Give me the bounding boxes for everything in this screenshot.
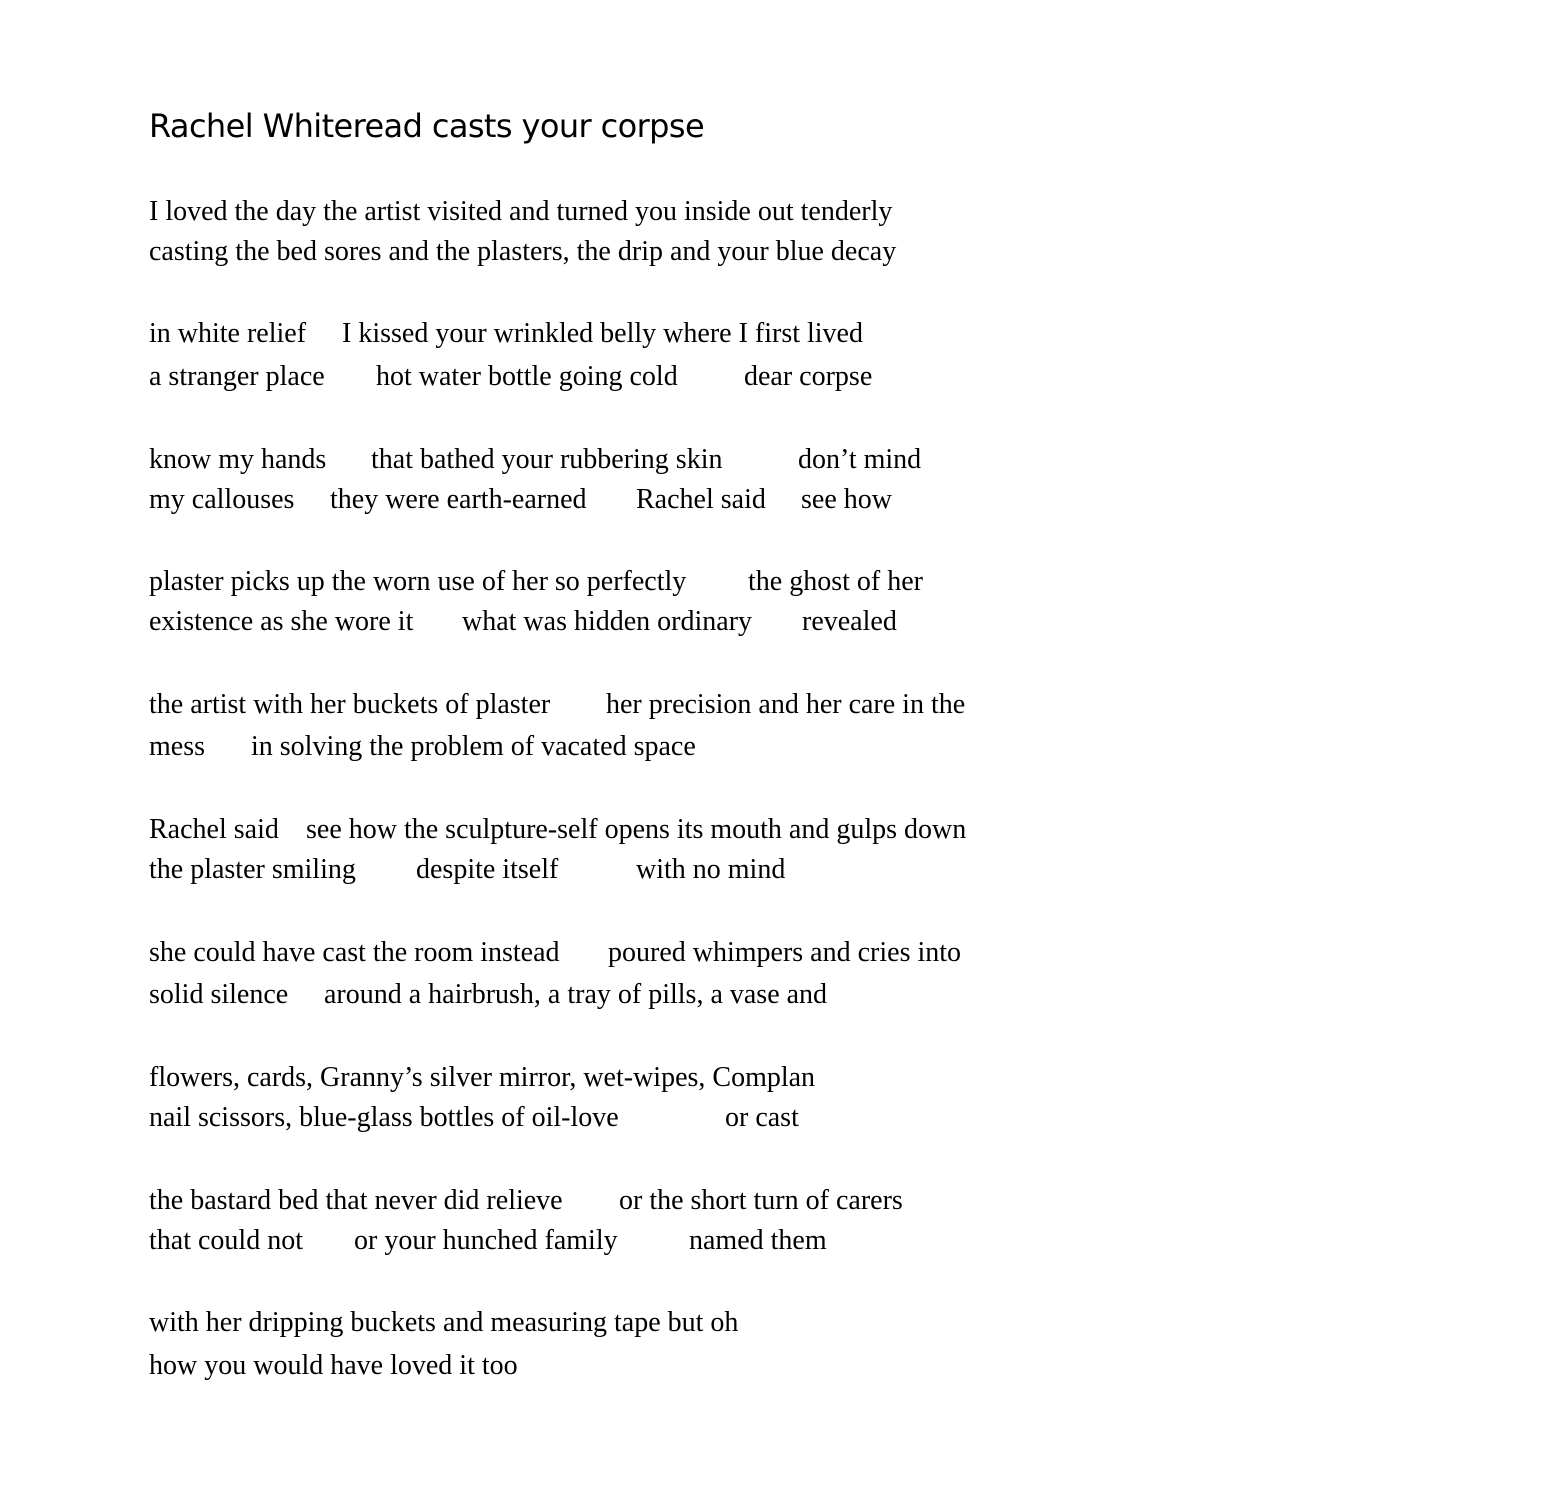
line-segment: I kissed your wrinkled belly where I first lived [342, 318, 863, 349]
poem-title: Rachel Whiteread casts your corpse [149, 107, 705, 145]
line-segment: with her dripping buckets and measuring tape but oh [149, 1307, 739, 1338]
line-segment: or cast [725, 1102, 799, 1133]
line-segment: with no mind [636, 854, 786, 885]
line-segment: existence as she wore it [149, 606, 414, 637]
poem-line [149, 605, 897, 639]
line-segment: plaster picks up the worn use of her so perfectly [149, 566, 687, 597]
poem-line [149, 1224, 827, 1258]
line-segment: dear corpse [744, 361, 873, 392]
line-segment: the artist with her buckets of plaster [149, 689, 551, 720]
line-segment: what was hidden ordinary [462, 606, 753, 637]
poem-line [149, 1349, 518, 1383]
poem-line [149, 317, 863, 351]
line-segment: poured whimpers and cries into [608, 937, 962, 968]
line-segment: know my hands [149, 444, 327, 475]
poem-line [149, 688, 965, 722]
line-segment: or the short turn of carers [619, 1185, 903, 1216]
line-segment: casting the bed sores and the plasters, the drip and your blue decay [149, 236, 897, 267]
poem-line [149, 978, 827, 1012]
line-segment: a stranger place [149, 361, 325, 392]
poem-line [149, 853, 785, 887]
line-segment: despite itself [416, 854, 559, 885]
line-segment: named them [689, 1225, 827, 1256]
line-segment: nail scissors, blue-glass bottles of oil-love [149, 1102, 619, 1133]
line-segment: Rachel said [149, 814, 279, 845]
line-segment: in white relief [149, 318, 307, 349]
poem-line [149, 1184, 903, 1218]
line-segment: see how [801, 484, 892, 515]
poem-line [149, 813, 966, 847]
line-segment: around a hairbrush, a tray of pills, a vase and [324, 979, 828, 1010]
line-segment: in solving the problem of vacated space [251, 731, 696, 762]
line-segment: my callouses [149, 484, 295, 515]
line-segment: mess [149, 731, 205, 762]
line-segment: how you would have loved it too [149, 1350, 518, 1381]
poem-line [149, 195, 892, 229]
line-segment: don’t mind [798, 444, 922, 475]
poem-line [149, 730, 696, 764]
poem-line [149, 936, 961, 970]
line-segment: the plaster smiling [149, 854, 356, 885]
line-segment: her precision and her care in the [606, 689, 966, 720]
poem-line [149, 483, 892, 517]
poem-line [149, 1061, 815, 1095]
line-segment: hot water bottle going cold [376, 361, 678, 392]
line-segment: I loved the day the artist visited and turned you inside out tenderly [149, 196, 893, 227]
line-segment: or your hunched family [354, 1225, 618, 1256]
poem-line [149, 360, 872, 394]
line-segment: the bastard bed that never did relieve [149, 1185, 563, 1216]
line-segment: see how the sculpture-self opens its mouth and gulps down [306, 814, 967, 845]
line-segment: that bathed your rubbering skin [371, 444, 723, 475]
poem-line [149, 1306, 738, 1340]
line-segment: revealed [802, 606, 897, 637]
poem-line [149, 443, 921, 477]
poem-line [149, 1101, 799, 1135]
line-segment: they were earth-earned [330, 484, 587, 515]
line-segment: she could have cast the room instead [149, 937, 560, 968]
line-segment: flowers, cards, Granny’s silver mirror, wet-wipes, Complan [149, 1062, 816, 1093]
poem-line [149, 235, 896, 269]
line-segment: the ghost of her [748, 566, 923, 597]
line-segment: Rachel said [636, 484, 766, 515]
line-segment: that could not [149, 1225, 303, 1256]
line-segment: solid silence [149, 979, 289, 1010]
poem-line [149, 565, 923, 599]
